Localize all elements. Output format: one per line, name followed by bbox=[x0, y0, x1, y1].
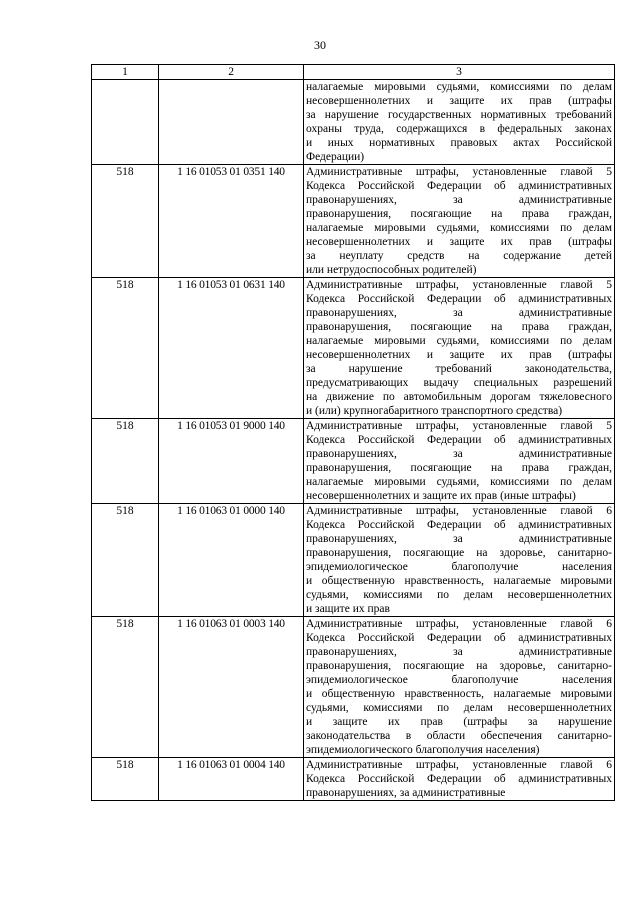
description-line: несовершеннолетних и защите их прав (иные штрафы) bbox=[306, 490, 576, 502]
description-line: эпидемиологическое благополучие населения bbox=[306, 561, 612, 573]
description-line: судьями, комиссиями по делам несовершеннолетних bbox=[306, 702, 612, 714]
description-line: и (или) крупногабаритного транспортного средства) bbox=[306, 405, 563, 417]
description-cell bbox=[304, 758, 615, 801]
header-col-1: 1 bbox=[92, 65, 159, 80]
description-line: эпидемиологическое благополучие населения bbox=[306, 674, 612, 686]
publisher-code-cell: 518 bbox=[92, 165, 159, 278]
budget-classification-code-cell: 1 16 01053 01 0631 140 bbox=[159, 278, 304, 419]
description-line: судьями, комиссиями по делам несовершеннолетних bbox=[306, 589, 612, 601]
description-line: эпидемиологического благополучия населения) bbox=[306, 744, 540, 756]
publisher-code-cell: 518 bbox=[92, 278, 159, 419]
page-number: 30 bbox=[314, 38, 326, 52]
description-line: Административные штрафы, установленные главой 6 bbox=[306, 505, 612, 517]
description-line: правонарушениях, за административные bbox=[306, 307, 612, 319]
description-line: правонарушениях, за административные bbox=[306, 194, 612, 206]
description-line: несовершеннолетних и защите их прав (штрафы bbox=[306, 236, 612, 248]
budget-code-table bbox=[91, 64, 615, 801]
description-line: налагаемые мировыми судьями, комиссиями по делам bbox=[306, 222, 612, 234]
header-col-2: 2 bbox=[159, 65, 304, 80]
description-line: и иных нормативных правовых актах Российской bbox=[306, 137, 612, 149]
description-line: за неуплату средств на содержание детей bbox=[306, 250, 612, 262]
description-line: налагаемые мировыми судьями, комиссиями по делам bbox=[306, 476, 612, 488]
table-row bbox=[92, 504, 615, 617]
table-header-row bbox=[92, 65, 615, 80]
description-line: несовершеннолетних и защите их прав (штрафы bbox=[306, 349, 612, 361]
description-line: Кодекса Российской Федерации об административных bbox=[306, 180, 612, 192]
description-line: Федерации) bbox=[306, 151, 365, 163]
budget-classification-code-cell bbox=[159, 80, 304, 165]
description-line: правонарушениях, за административные bbox=[306, 787, 506, 799]
description-line: правонарушения, посягающие на права граждан, bbox=[306, 462, 612, 474]
description-line: правонарушениях, за административные bbox=[306, 533, 612, 545]
table-row bbox=[92, 165, 615, 278]
description-line: Кодекса Российской Федерации об административных bbox=[306, 632, 612, 644]
budget-classification-code-cell: 1 16 01053 01 9000 140 bbox=[159, 419, 304, 504]
publisher-code-cell: 518 bbox=[92, 504, 159, 617]
description-line: правонарушениях, за административные bbox=[306, 448, 612, 460]
description-line: за нарушение требований законодательства, bbox=[306, 363, 612, 375]
description-cell bbox=[304, 278, 615, 419]
budget-classification-code-cell: 1 16 01053 01 0351 140 bbox=[159, 165, 304, 278]
description-cell bbox=[304, 165, 615, 278]
description-cell bbox=[304, 504, 615, 617]
description-cell bbox=[304, 617, 615, 758]
description-line: правонарушения, посягающие на здоровье, санитарно- bbox=[306, 547, 612, 559]
description-line: несовершеннолетних и защите их прав (штрафы bbox=[306, 95, 612, 107]
description-line: за нарушение государственных нормативных требований bbox=[306, 109, 612, 121]
description-line: правонарушения, посягающие на права граждан, bbox=[306, 321, 612, 333]
description-line: и защите их прав bbox=[306, 603, 390, 615]
table-row bbox=[92, 80, 615, 165]
description-line: Административные штрафы, установленные главой 5 bbox=[306, 420, 612, 432]
description-line: Кодекса Российской Федерации об административных bbox=[306, 519, 612, 531]
description-line: и общественную нравственность, налагаемые мировыми bbox=[306, 575, 612, 587]
table-row bbox=[92, 758, 615, 801]
description-line: Административные штрафы, установленные главой 5 bbox=[306, 166, 612, 178]
table-row bbox=[92, 419, 615, 504]
description-line: или нетрудоспособных родителей) bbox=[306, 264, 477, 276]
publisher-code-cell: 518 bbox=[92, 617, 159, 758]
description-cell bbox=[304, 80, 615, 165]
description-line: Кодекса Российской Федерации об административных bbox=[306, 293, 612, 305]
description-line: Административные штрафы, установленные главой 6 bbox=[306, 759, 612, 771]
description-line: правонарушения, посягающие на здоровье, санитарно- bbox=[306, 660, 612, 672]
publisher-code-cell: 518 bbox=[92, 419, 159, 504]
budget-classification-code-cell: 1 16 01063 01 0003 140 bbox=[159, 617, 304, 758]
description-line: правонарушениях, за административные bbox=[306, 646, 612, 658]
header-col-3: 3 bbox=[304, 65, 615, 80]
description-line: налагаемые мировыми судьями, комиссиями по делам bbox=[306, 335, 612, 347]
description-line: Административные штрафы, установленные главой 6 bbox=[306, 618, 612, 630]
description-line: на движение по автомобильным дорогам тяжеловесного bbox=[306, 391, 612, 403]
publisher-code-cell bbox=[92, 80, 159, 165]
description-cell bbox=[304, 419, 615, 504]
description-line: Административные штрафы, установленные главой 5 bbox=[306, 279, 612, 291]
description-line: охраны труда, содержащихся в федеральных законах bbox=[306, 123, 612, 135]
table-row bbox=[92, 617, 615, 758]
description-line: налагаемые мировыми судьями, комиссиями по делам bbox=[306, 81, 612, 93]
publisher-code-cell: 518 bbox=[92, 758, 159, 801]
description-line: законодательства в области обеспечения санитарно- bbox=[306, 730, 612, 742]
table-row bbox=[92, 278, 615, 419]
budget-classification-code-cell: 1 16 01063 01 0004 140 bbox=[159, 758, 304, 801]
budget-classification-code-cell: 1 16 01063 01 0000 140 bbox=[159, 504, 304, 617]
description-line: и защите их прав (штрафы за нарушение bbox=[306, 716, 612, 728]
description-line: Кодекса Российской Федерации об административных bbox=[306, 773, 612, 785]
description-line: правонарушения, посягающие на права граждан, bbox=[306, 208, 612, 220]
description-line: и общественную нравственность, налагаемые мировыми bbox=[306, 688, 612, 700]
description-line: Кодекса Российской Федерации об административных bbox=[306, 434, 612, 446]
description-line: предусматривающих выдачу специальных разрешений bbox=[306, 377, 612, 389]
